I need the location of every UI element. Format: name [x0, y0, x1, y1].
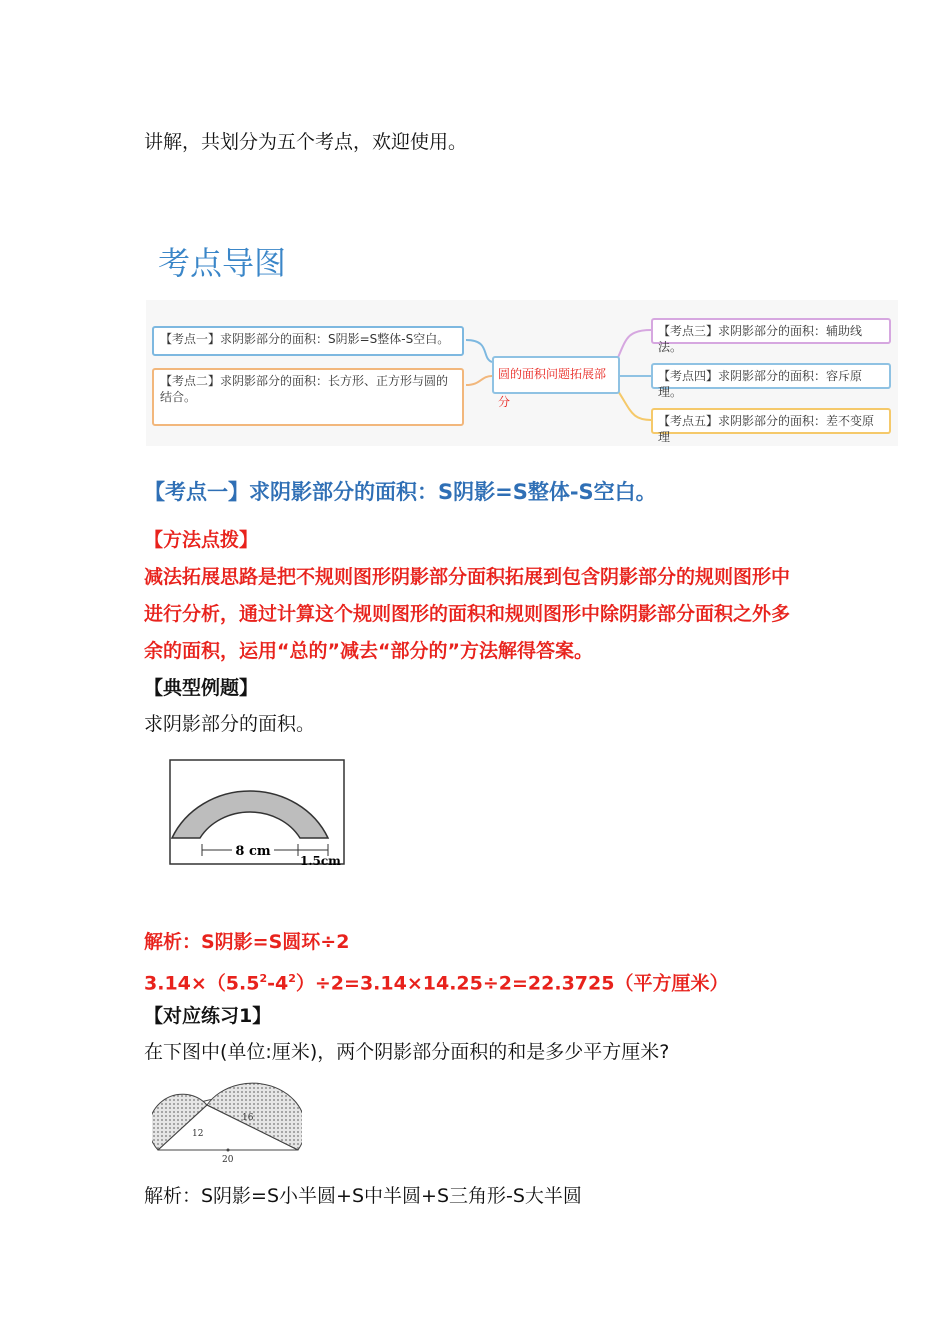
mind-map-node-point3: 【考点三】求阴影部分的面积：辅助线法。 — [651, 318, 891, 344]
method-label: 【方法点拨】 — [144, 529, 259, 551]
inner-diameter-label: 8 cm — [235, 844, 271, 859]
solution1-line1: 解析：S阴影=S圆环÷2 — [144, 931, 350, 953]
intro-text: 讲解，共划分为五个考点，欢迎使用。 — [144, 131, 468, 153]
mind-map-node-point5: 【考点五】求阴影部分的面积：差不变原理 — [651, 408, 891, 434]
mind-map-node-point2: 【考点二】求阴影部分的面积：长方形、正方形与圆的结合。 — [152, 368, 464, 426]
practice-question: 在下图中(单位:厘米)，两个阴影部分面积的和是多少平方厘米? — [144, 1041, 670, 1063]
mind-map — [146, 300, 898, 446]
solution1-part-a: 3.14×（5.5 — [144, 972, 260, 995]
solution1-part-b: -4 — [267, 972, 289, 995]
mind-map-node-point1: 【考点一】求阴影部分的面积：S阴影=S整体-S空白。 — [152, 326, 464, 356]
ring-width-label: 1.5cm — [300, 854, 341, 868]
solution1-exponent-2: 2 — [288, 972, 296, 985]
side-16-label: 16 — [242, 1113, 254, 1123]
example-label: 【典型例题】 — [144, 677, 259, 699]
solution2-text: 解析：S阴影=S小半圆+S中半圆+S三角形-S大半圆 — [144, 1185, 582, 1207]
method-line-2: 进行分析，通过计算这个规则图形的面积和规则图形中除阴影部分面积之外多 — [144, 603, 791, 625]
example-question: 求阴影部分的面积。 — [144, 713, 316, 735]
section-title: 考点导图 — [158, 244, 287, 282]
point1-title: 【考点一】求阴影部分的面积：S阴影=S整体-S空白。 — [144, 480, 657, 504]
base-20-label: 20 — [222, 1155, 234, 1165]
semicircles-triangle-figure — [152, 1070, 302, 1165]
practice-label: 【对应练习1】 — [144, 1005, 272, 1027]
mind-map-center: 圆的面积问题拓展部分 — [492, 356, 620, 394]
side-12-label: 12 — [192, 1129, 204, 1139]
half-ring-figure — [168, 758, 350, 870]
solution1-line2 — [144, 967, 728, 995]
mind-map-node-point4: 【考点四】求阴影部分的面积：容斥原理。 — [651, 363, 891, 389]
solution1-exponent-1: 2 — [259, 972, 268, 985]
method-line-3: 余的面积，运用“总的”减去“部分的”方法解得答案。 — [144, 640, 593, 662]
method-line-1: 减法拓展思路是把不规则图形阴影部分面积拓展到包含阴影部分的规则图形中 — [144, 566, 791, 588]
solution1-part-c: ）÷2=3.14×14.25÷2=22.3725（平方厘米） — [295, 972, 729, 995]
